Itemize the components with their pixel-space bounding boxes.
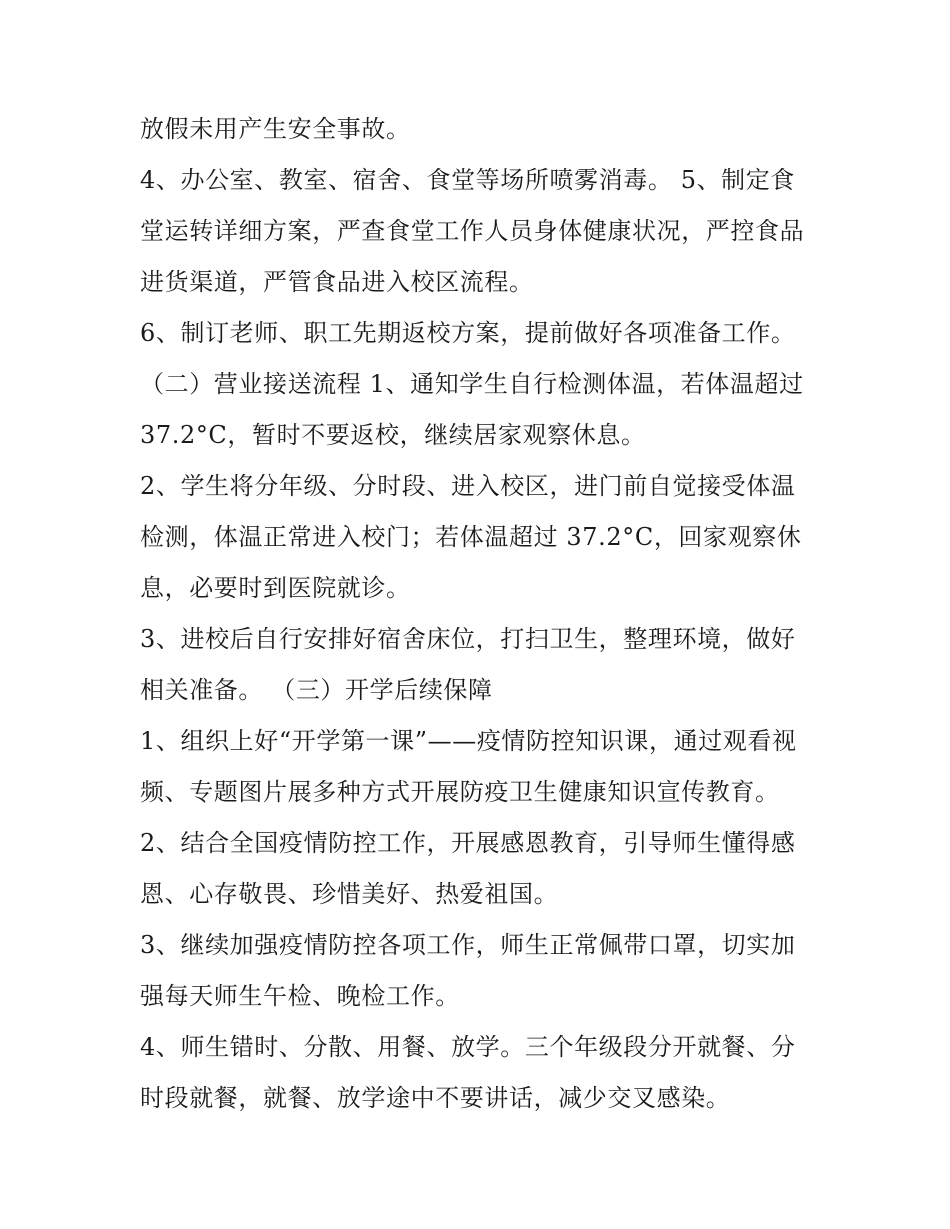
text-line: 2、结合全国疫情防控工作，开展感恩教育，引导师生懂得感 xyxy=(140,829,796,857)
text-line: 放假未用产生安全事故。 xyxy=(140,115,411,143)
text-line: 2、学生将分年级、分时段、进入校区，进门前自觉接受体温 xyxy=(140,472,796,500)
text-line: 3、继续加强疫情防控各项工作，师生正常佩带口罩，切实加 xyxy=(140,931,796,959)
text-line: 6、制订老师、职工先期返校方案，提前做好各项准备工作。 xyxy=(140,319,796,347)
text-line: 检测，体温正常进入校门；若体温超过 37.2°C，回家观察休 xyxy=(140,523,802,551)
text-line: 37.2°C，暂时不要返校，继续居家观察休息。 xyxy=(140,421,646,449)
text-line: （二）营业接送流程 1、通知学生自行检测体温，若体温超过 xyxy=(140,370,804,398)
text-line: 4、办公室、教室、宿舍、食堂等场所喷雾消毒。 5、制定食 xyxy=(140,166,795,194)
text-line: 频、专题图片展多种方式开展防疫卫生健康知识宣传教育。 xyxy=(140,778,780,806)
text-line: 恩、心存敬畏、珍惜美好、热爱祖国。 xyxy=(140,880,559,908)
text-line: 息，必要时到医院就诊。 xyxy=(140,574,411,602)
text-line: 进货渠道，严管食品进入校区流程。 xyxy=(140,268,534,296)
text-line: 堂运转详细方案，严查食堂工作人员身体健康状况，严控食品 xyxy=(140,217,805,245)
text-line: 相关准备。 （三）开学后续保障 xyxy=(140,676,493,704)
text-line: 3、进校后自行安排好宿舍床位，打扫卫生，整理环境，做好 xyxy=(140,625,796,653)
document-body xyxy=(140,104,840,1124)
text-line: 4、师生错时、分散、用餐、放学。三个年级段分开就餐、分 xyxy=(140,1033,796,1061)
text-line: 时段就餐，就餐、放学途中不要讲话，减少交叉感染。 xyxy=(140,1084,731,1112)
text-line: 1、组织上好“开学第一课”——疫情防控知识课，通过观看视 xyxy=(140,727,797,755)
text-line: 强每天师生午检、晚检工作。 xyxy=(140,982,460,1010)
